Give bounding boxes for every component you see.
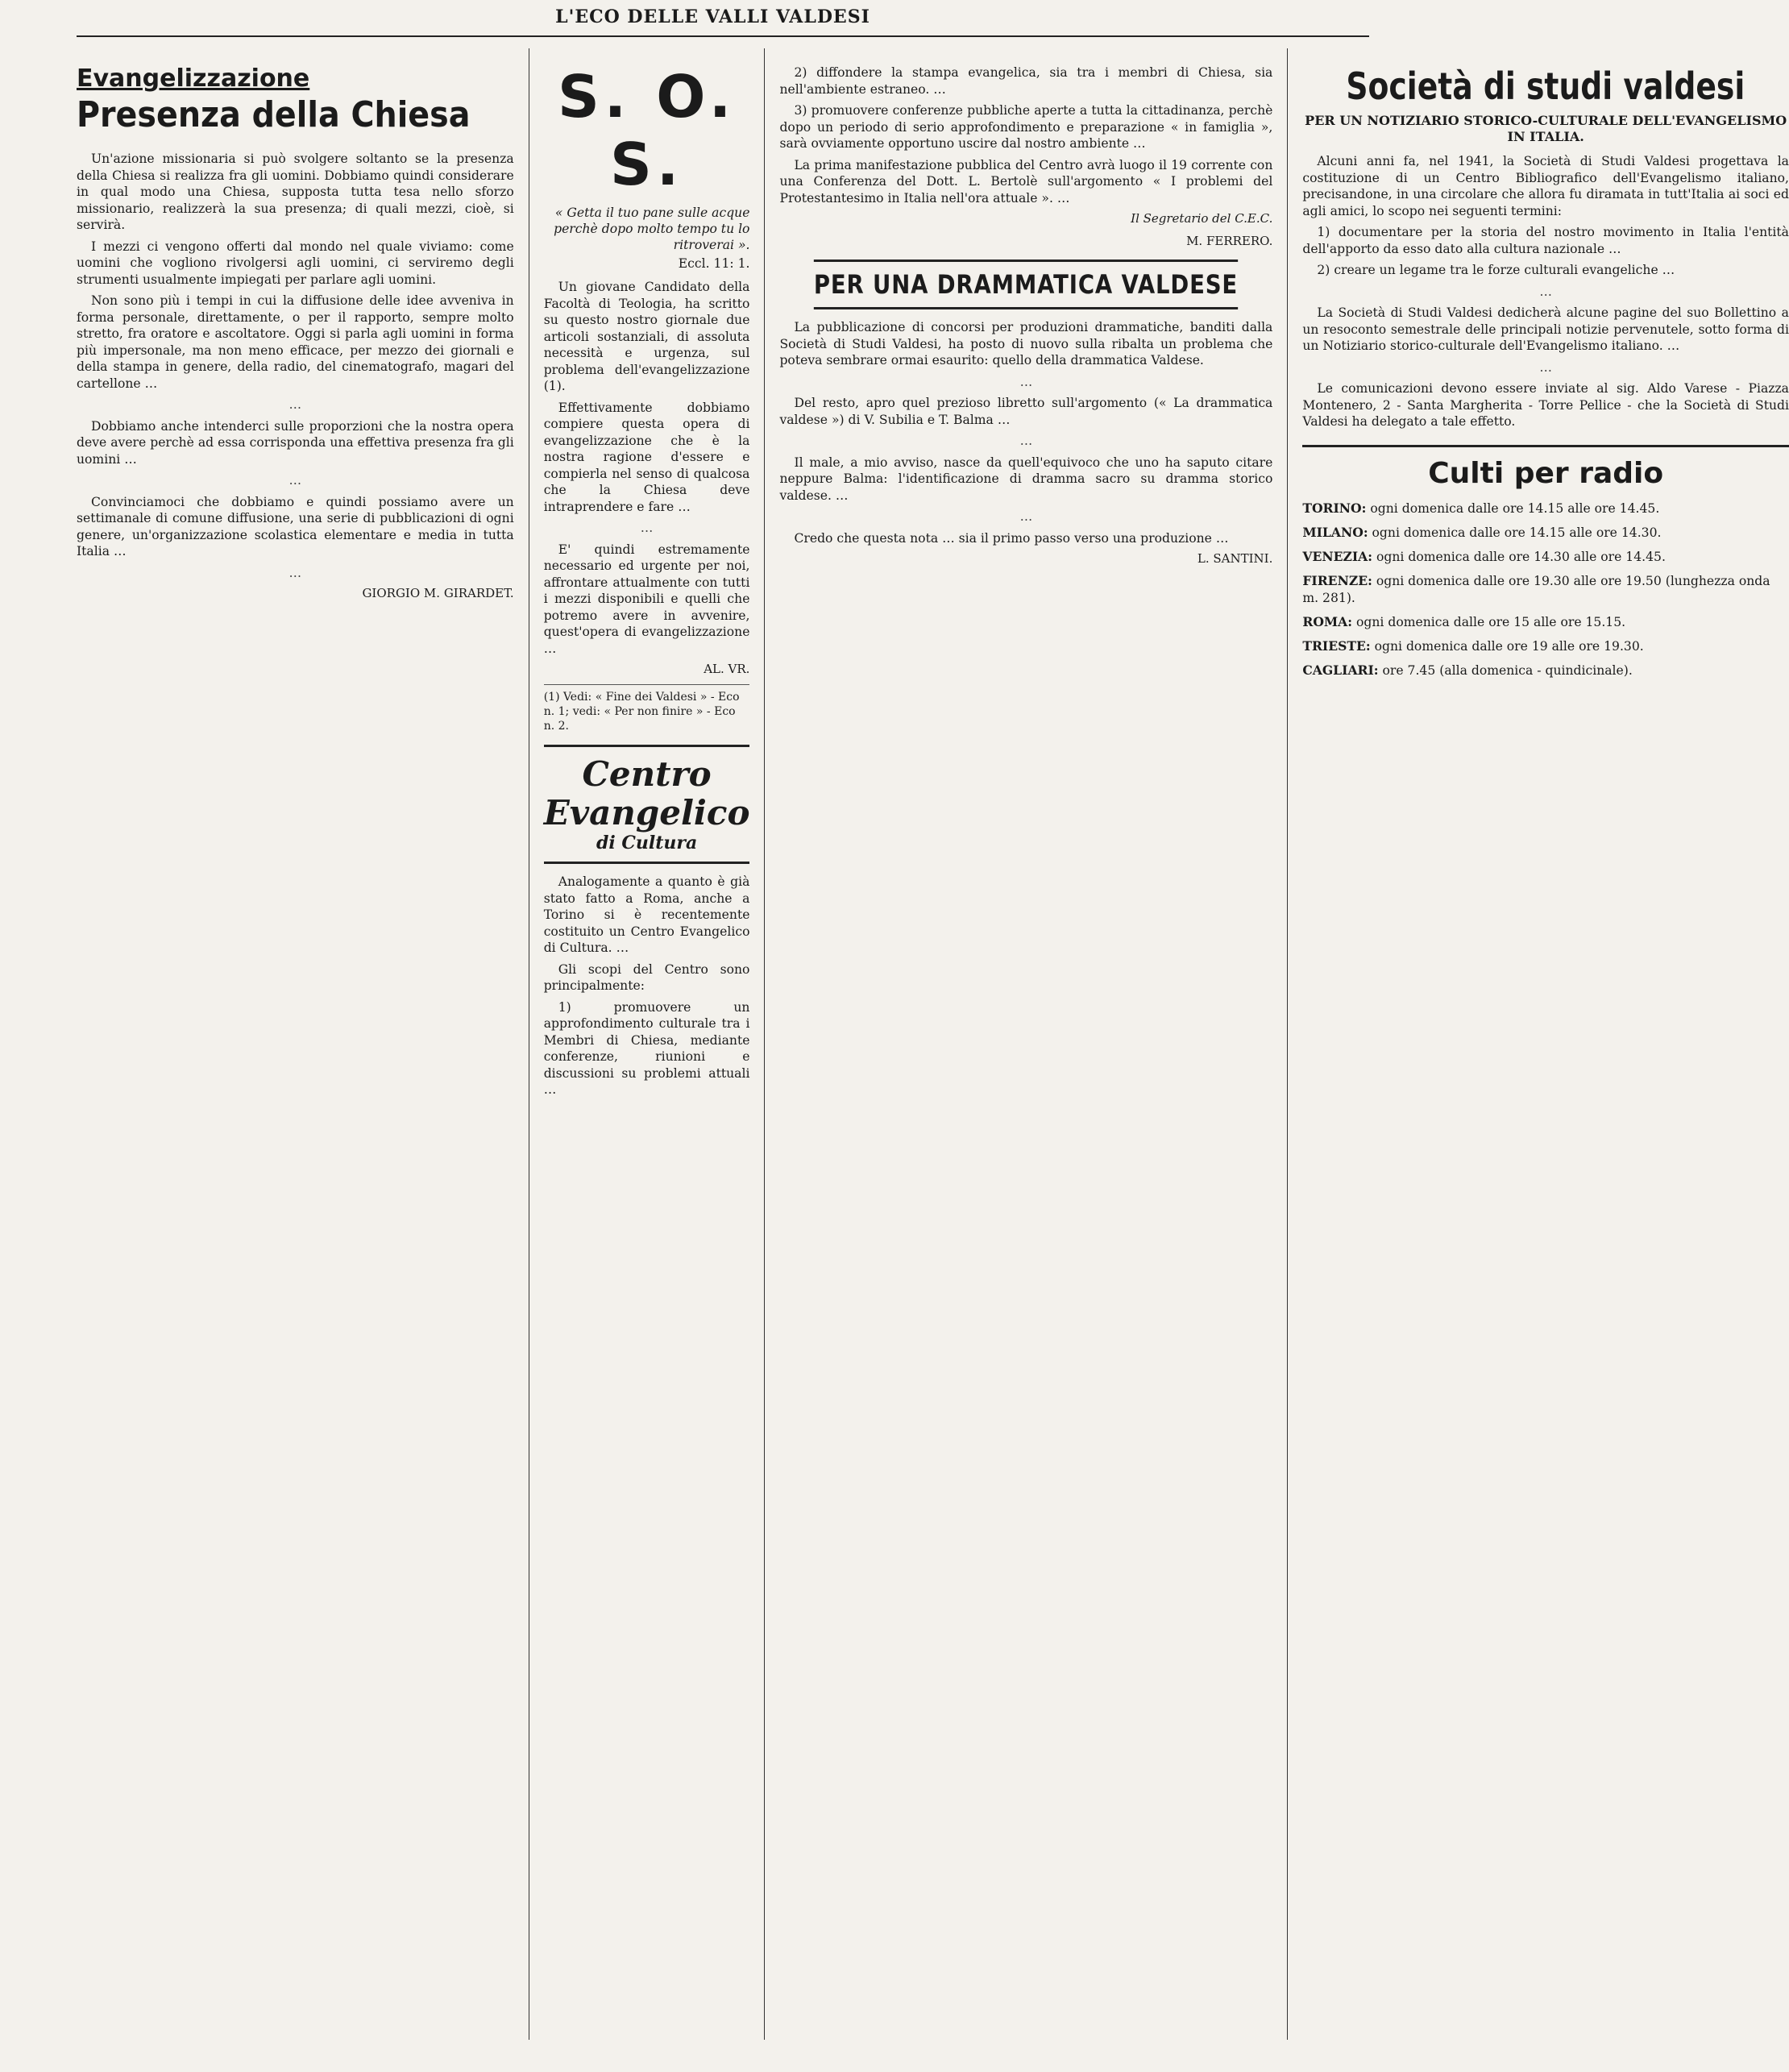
radio-time: ogni domenica dalle ore 14.15 alle ore 14.30. bbox=[1372, 525, 1662, 540]
centro-subtitle: di Cultura bbox=[596, 833, 698, 853]
radio-city: FIRENZE: bbox=[1302, 572, 1372, 588]
omitted-text: … bbox=[288, 565, 302, 580]
radio-city: TORINO: bbox=[1302, 500, 1367, 516]
radio-city: CAGLIARI: bbox=[1302, 662, 1379, 678]
omitted-text: … bbox=[288, 397, 302, 412]
column-2 bbox=[529, 48, 765, 2040]
radio-schedule bbox=[1302, 500, 1789, 679]
footnote: (1) Vedi: « Fine dei Valdesi » - Eco n. 1; vedi: « Per non finire » - Eco n. 2. bbox=[544, 684, 750, 733]
column-4 bbox=[1287, 48, 1789, 2040]
omitted-text: … bbox=[1539, 359, 1552, 375]
radio-title: Culti per radio bbox=[1302, 445, 1789, 490]
radio-row bbox=[1302, 500, 1789, 517]
paragraph: Non sono più i tempi in cui la diffusione delle idee avveniva in forma personale, direttamente, o per il rapporto, sempre molto stretto, fra oratore e ascoltatore. Oggi si parla agli uomini in forma più impersonale, ma non meno efficace, per mezzo dei giornali e della stampa in genere, della radio, del cinematografo, magari del cartellone … bbox=[77, 293, 514, 391]
article-signature: AL. VR. bbox=[704, 662, 750, 676]
paragraph: Effettivamente dobbiamo compiere questa opera di evangelizzazione che è la nostra ragione d'essere e compierla nel senso di qualcosa che la Chiesa deve intraprendere e fare … bbox=[543, 400, 750, 514]
article-signature: L. SANTINI. bbox=[1197, 551, 1273, 566]
paragraph: La Società di Studi Valdesi dedicherà alcune pagine del suo Bollettino a un resoconto semestrale delle principali notizie pervenutele, sotto forma di un Notiziario storico-culturale dell'Evangelismo italiano. … bbox=[1302, 305, 1789, 353]
paragraph: 2) diffondere la stampa evangelica, sia tra i membri di Chiesa, sia nell'ambiente estraneo. … bbox=[779, 65, 1273, 97]
paragraph: Il male, a mio avviso, nasce da quell'equivoco che uno ha saputo citare neppure Balma: l'identificazione di dramma sacro su dramma storico valdese. … bbox=[779, 455, 1273, 503]
epigraph: « Getta il tuo pane sulle acque perchè dopo molto tempo tu lo ritroverai ». bbox=[554, 206, 750, 252]
column-1 bbox=[77, 48, 529, 2040]
signature-name: M. FERRERO. bbox=[1186, 234, 1273, 248]
centro-header bbox=[544, 745, 750, 864]
radio-city: TRIESTE: bbox=[1302, 637, 1371, 654]
radio-time: ore 7.45 (alla domenica - quindicinale). bbox=[1382, 662, 1633, 678]
paragraph: Alcuni anni fa, nel 1941, la Società di Studi Valdesi progettava la costituzione di un Centro Bibliografico dell'Evangelismo italiano, precisandone, in una circolare che allora fu diramata in tutt'Italia ai soci ed agli amici, lo scopo nei seguenti termini: bbox=[1302, 154, 1789, 218]
radio-row bbox=[1302, 613, 1789, 631]
paragraph: Analogamente a quanto è già stato fatto a Roma, anche a Torino si è recentemente costituito un Centro Evangelico di Cultura. … bbox=[543, 874, 750, 955]
radio-row bbox=[1302, 572, 1789, 607]
paragraph: Del resto, apro quel prezioso libretto sull'argomento (« La drammatica valdese ») di V. Subilia e T. Balma … bbox=[779, 396, 1273, 427]
omitted-text: … bbox=[1019, 434, 1033, 448]
omitted-text: … bbox=[640, 521, 654, 535]
signature-role: Il Segretario del C.E.C. bbox=[1131, 211, 1273, 226]
article-title: S. O. S. bbox=[557, 63, 737, 198]
paragraph: Dobbiamo anche intenderci sulle proporzioni che la nostra opera deve avere perchè ad essa corrisponda una effettiva presenza fra gli uomini … bbox=[77, 418, 514, 467]
radio-row bbox=[1302, 662, 1789, 679]
paragraph: 1) documentare per la storia del nostro movimento in Italia l'entità dell'apporto da esso dato alla cultura nazionale … bbox=[1302, 225, 1789, 256]
columns bbox=[77, 48, 1789, 2040]
radio-city: MILANO: bbox=[1302, 524, 1368, 540]
column-3 bbox=[764, 48, 1287, 2040]
centro-title: Centro Evangelico bbox=[543, 754, 750, 833]
radio-time: ogni domenica dalle ore 14.15 alle ore 14.45. bbox=[1370, 500, 1660, 516]
paragraph: La pubblicazione di concorsi per produzioni drammatiche, banditi dalla Società di Studi Valdesi, ha posto di nuovo sulla ribalta un problema che poteva sembrare ormai esaurito: quello della drammatica Valdese. bbox=[779, 320, 1273, 367]
masthead: L'ECO DELLE VALLI VALDESI bbox=[555, 6, 870, 27]
masthead-rule bbox=[77, 35, 1369, 37]
radio-time: ogni domenica dalle ore 19.30 alle ore 19.50 (lunghezza onda m. 281). bbox=[1302, 573, 1770, 605]
paragraph: Le comunicazioni devono essere inviate al sig. Aldo Varese - Piazza Montenero, 2 - Santa Margherita - Torre Pellice - che la Società di Studi Valdesi ha delegato a tale effetto. bbox=[1302, 381, 1789, 429]
paragraph: E' quindi estremamente necessario ed urgente per noi, affrontare attualmente con tutti i mezzi disponibili e quelli che potremo avere in avvenire, quest'opera di evangelizzazione … bbox=[543, 542, 750, 656]
paragraph: I mezzi ci vengono offerti dal mondo nel quale viviamo: come uomini che vogliono rivolgersi agli uomini, ci serviremo degli strumenti usualmente impiegati per parlare agli uomini. bbox=[77, 239, 514, 287]
paragraph: 3) promuovere conferenze pubbliche aperte a tutta la cittadinanza, perchè dopo un periodo di serio approfondimento e preparazione « in famiglia », sarà ovviamente opportuno uscire dal nostro ambiente … bbox=[779, 103, 1273, 151]
paragraph: 2) creare un legame tra le forze culturali evangeliche … bbox=[1317, 263, 1675, 277]
article-subtitle: PER UN NOTIZIARIO STORICO-CULTURALE DELL'EVANGELISMO IN ITALIA. bbox=[1305, 113, 1787, 144]
paragraph: Un giovane Candidato della Facoltà di Teologia, ha scritto su questo nostro giornale due articoli sostanziali, di assoluta necessità e urgenza, sul problema dell'evangelizzazione (1). bbox=[543, 280, 750, 393]
article-signature: GIORGIO M. GIRARDET. bbox=[362, 586, 514, 600]
omitted-text: … bbox=[288, 473, 302, 488]
paragraph: La prima manifestazione pubblica del Centro avrà luogo il 19 corrente con una Conferenza del Dott. L. Bertolè sull'argomento « I problemi del Protestantesimo in Italia nell'ora attuale ». … bbox=[779, 157, 1273, 206]
paragraph: 1) promuovere un approfondimento culturale tra i Membri di Chiesa, mediante conferenze, riunioni e discussioni su problemi attuali … bbox=[543, 999, 750, 1097]
radio-city: ROMA: bbox=[1302, 613, 1353, 629]
article-title: PER UNA DRAMMATICA VALDESE bbox=[814, 260, 1238, 309]
paragraph: Un'azione missionaria si può svolgere soltanto se la presenza della Chiesa si realizza fra gli uomini. Dobbiamo quindi considerare in qual modo una Chiesa, supposta tutta tesa nello sforzo missionario, realizzerà la sua presenza; di quali mezzi, cioè, si servirà. bbox=[77, 152, 514, 232]
epigraph-reference: Eccl. 11: 1. bbox=[678, 256, 750, 271]
radio-time: ogni domenica dalle ore 14.30 alle ore 14.45. bbox=[1376, 549, 1666, 564]
paragraph: Convinciamoci che dobbiamo e quindi possiamo avere un settimanale di comune diffusione, una serie di pubblicazioni di ogni genere, un'organizzazione scolastica elementare e media in tutta Italia … bbox=[77, 494, 514, 558]
radio-row bbox=[1302, 524, 1789, 542]
article-title: Presenza della Chiesa bbox=[77, 94, 471, 135]
article-title: Società di studi valdesi bbox=[1346, 64, 1745, 108]
radio-city: VENEZIA: bbox=[1302, 548, 1373, 564]
omitted-text: … bbox=[1019, 509, 1033, 524]
radio-row bbox=[1302, 548, 1789, 566]
radio-time: ogni domenica dalle ore 19 alle ore 19.30. bbox=[1374, 638, 1644, 654]
omitted-text: … bbox=[1539, 284, 1552, 299]
paragraph: Gli scopi del Centro sono principalmente: bbox=[543, 961, 750, 993]
radio-row bbox=[1302, 637, 1789, 655]
article-kicker: Evangelizzazione bbox=[77, 64, 310, 93]
paragraph: Credo che questa nota … sia il primo passo verso una produzione … bbox=[794, 530, 1229, 546]
omitted-text: … bbox=[1019, 374, 1033, 389]
radio-time: ogni domenica dalle ore 15 alle ore 15.15. bbox=[1356, 614, 1626, 629]
